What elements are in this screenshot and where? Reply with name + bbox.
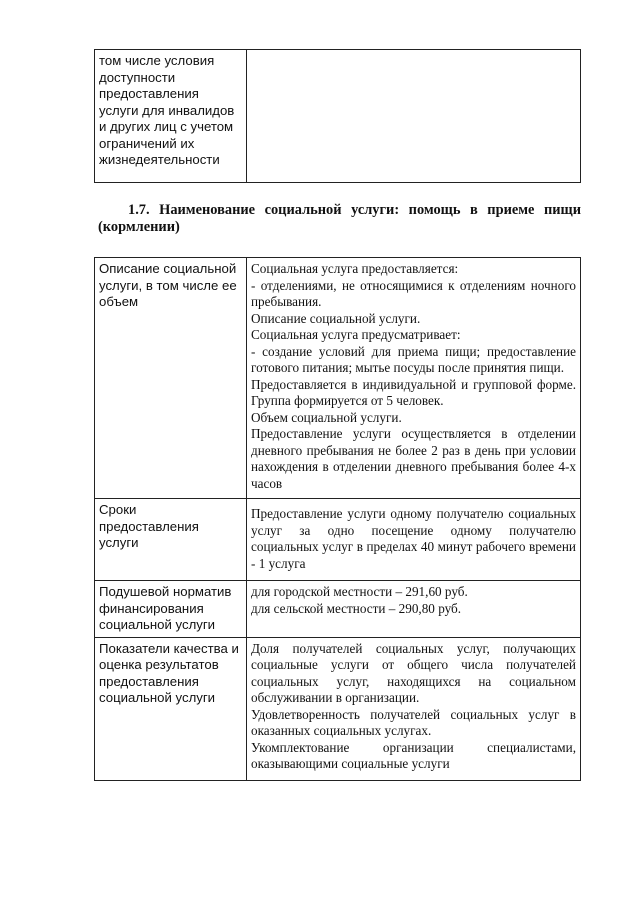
label-line: жизнедеятельности xyxy=(99,152,220,167)
label-line: оценка результатов xyxy=(99,657,219,672)
label-line: ограничений их xyxy=(99,135,195,151)
paragraph: - создание условий для приема пищи; предоставление готового питания; мытье посуды после принятия пищи. xyxy=(251,343,576,375)
paragraph: для сельской местности – 290,80 руб. xyxy=(251,600,462,616)
label-line: услуги для инвалидов xyxy=(99,102,235,118)
paragraph: Удовлетворенность получателей социальных услуг в оказанных социальных услугах. xyxy=(251,706,576,738)
row-content-description xyxy=(247,258,581,499)
section-heading: 1.7. Наименование социальной услуги: помощь в приеме пищи (кормлении) xyxy=(98,202,581,235)
paragraph: - отделениями, не относящимися к отделениям ночного пребывания. xyxy=(251,277,576,309)
label-line: Показатели качества и xyxy=(99,640,239,656)
paragraph: Объем социальной услуги. xyxy=(251,409,402,425)
label-line: предоставления xyxy=(99,518,199,534)
top-table-content-cell xyxy=(247,50,581,183)
label-line: предоставления xyxy=(99,86,199,101)
paragraph: Предоставляется в индивидуальной и групповой форме. Группа формируется от 5 человек. xyxy=(251,376,576,408)
row-label-quality xyxy=(95,637,247,780)
row-content-quality xyxy=(247,637,581,780)
row-label-funding xyxy=(95,581,247,638)
paragraph: Укомплектование организации специалистами, оказывающими социальные услуги xyxy=(251,739,576,771)
paragraph: Описание социальной услуги. xyxy=(251,310,421,326)
row-content-terms xyxy=(247,499,581,581)
row-content-funding xyxy=(247,581,581,638)
label-line: и других лиц с учетом xyxy=(99,119,234,134)
paragraph: для городской местности – 291,60 руб. xyxy=(251,584,468,599)
label-line: социальной услуги xyxy=(99,617,216,632)
table-row xyxy=(95,258,581,499)
table-row xyxy=(95,50,581,183)
paragraph: Социальная услуга предусматривает: xyxy=(251,327,461,342)
label-line: объем xyxy=(99,294,139,309)
table-row xyxy=(95,581,581,638)
label-line: социальной услуги xyxy=(99,690,216,705)
label-line: том числе условия xyxy=(99,53,215,68)
label-line: финансирования xyxy=(99,600,204,616)
label-line: Сроки xyxy=(99,502,137,517)
paragraph: Доля получателей социальных услуг, получающих социальные услуги от общего числа получателей социальных услуг, находящихся на социальном обслуживании в организации. xyxy=(251,640,576,705)
paragraph: Предоставление услуги одному получателю социальных услуг за одно посещение одному получателю социальных услуг в пределах 40 минут рабочего времени - 1 услуга xyxy=(251,506,576,571)
top-table xyxy=(94,49,581,183)
table-row xyxy=(95,499,581,581)
row-label-description xyxy=(95,258,247,499)
label-line: услуги xyxy=(99,535,139,550)
label-line: услуги, в том числе ее xyxy=(99,277,237,293)
row-label-terms xyxy=(95,499,247,581)
service-table xyxy=(94,257,581,781)
paragraph: Социальная услуга предоставляется: xyxy=(251,261,459,276)
label-line: предоставления xyxy=(99,673,199,689)
table-row xyxy=(95,637,581,780)
paragraph: Предоставление услуги осуществляется в отделении дневного пребывания не более 2 раз в день при условии нахождения в отделении дневного пребывания более 4-х часов xyxy=(251,426,576,491)
label-line: Описание социальной xyxy=(99,261,237,276)
top-table-label-cell xyxy=(95,50,247,183)
label-line: Подушевой норматив xyxy=(99,584,232,599)
label-line: доступности xyxy=(99,69,176,85)
